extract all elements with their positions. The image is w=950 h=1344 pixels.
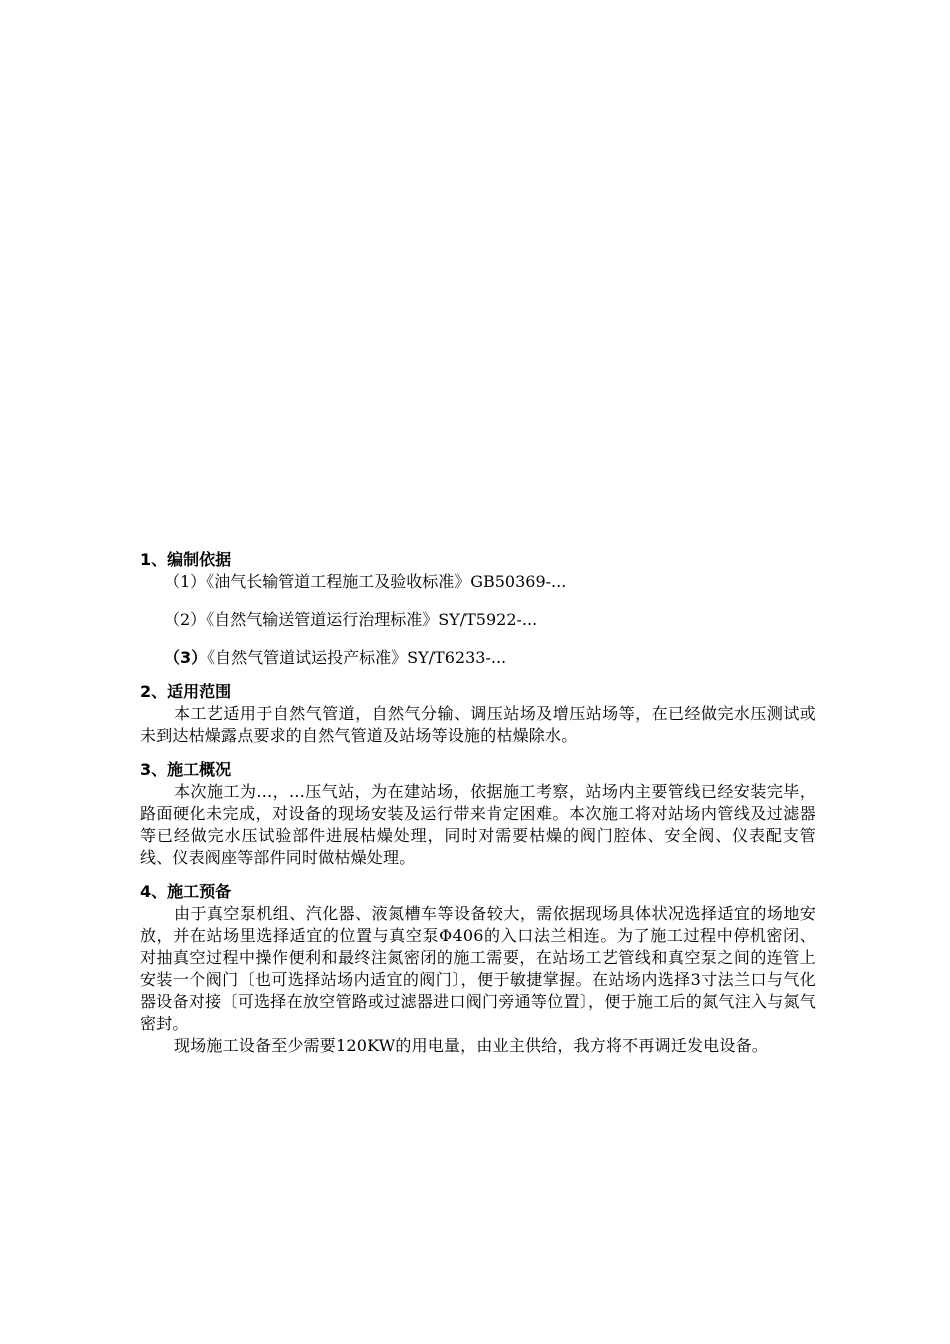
reference-item [164, 647, 816, 669]
reference-number: （3） [164, 648, 208, 667]
reference-number: （1） [164, 572, 207, 591]
reference-number: （2） [164, 610, 207, 629]
document-body [140, 549, 816, 1057]
body-paragraph: 由于真空泵机组、汽化器、液氮槽车等设备较大，需依据现场具体状况选择适宜的场地安放，并在站场里选择适宜的位置与真空泵Φ406的入口法兰相连。为了施工过程中停机密闭、对抽真空过程中操作便利和最终注氮密闭的施工需要，在站场工艺管线和真空泵之间的连管上安装一个阀门〔也可选择站场内适宜的阀门〕，便于敏捷掌握。在站场内选择3寸法兰口与气化器设备对接〔可选择在放空管路或过滤器进口阀门旁通等位置〕，便于施工后的氮气注入与氮气密封。 [140, 904, 816, 1033]
body-paragraph: 本工艺适用于自然气管道，自然气分输、调压站场及增压站场等，在已经做完水压测试或未到达枯燥露点要求的自然气管道及站场等设施的枯燥除水。 [140, 704, 816, 745]
section-heading: 4、施工预备 [140, 882, 232, 901]
section-heading: 3、施工概况 [140, 760, 232, 779]
reference-item [164, 609, 816, 631]
section-heading: 2、适用范围 [140, 682, 232, 701]
section-preparation [140, 881, 816, 1057]
body-paragraph: 现场施工设备至少需要120KW的用电量，由业主供给，我方将不再调迁发电设备。 [174, 1036, 768, 1055]
section-scope [140, 681, 816, 747]
section-compilation-basis [140, 549, 816, 669]
reference-text: 《自然气管道试运投产标准》SY/T6233-... [207, 648, 507, 667]
reference-item [164, 571, 816, 593]
body-paragraph: 本次施工为...，...压气站，为在建站场，依据施工考察，站场内主要管线已经安装完毕，路面硬化未完成，对设备的现场安装及运行带来肯定困难。本次施工将对站场内管线及过滤器等已经做完水压试验部件进展枯燥处理，同时对需要枯燥的阀门腔体、安全阀、仪表配支管线、仪表阀座等部件同时做枯燥处理。 [140, 782, 816, 867]
section-heading: 1、编制依据 [140, 550, 232, 569]
reference-text: 《自然气输送管道运行治理标准》SY/T5922-... [206, 610, 538, 629]
reference-text: 《油气长输管道工程施工及验收标准》GB50369-... [206, 572, 567, 591]
section-overview [140, 759, 816, 869]
